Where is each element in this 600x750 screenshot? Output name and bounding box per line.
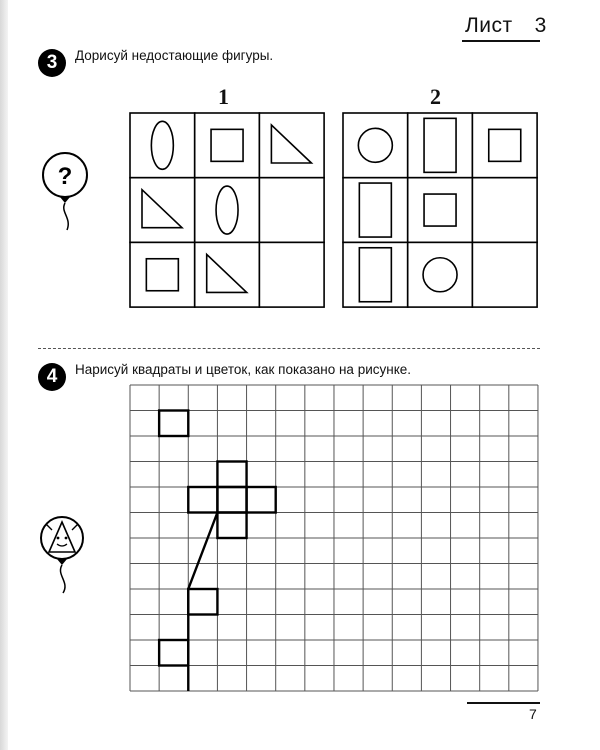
drawn-square bbox=[159, 640, 188, 666]
grid-cell bbox=[408, 242, 473, 307]
grid-1 bbox=[130, 113, 324, 307]
task3-instruction: Дорисуй недостающие фигуры. bbox=[75, 48, 274, 63]
dashed-divider bbox=[38, 348, 540, 349]
grid-cell bbox=[472, 242, 537, 307]
grid1-label: 1 bbox=[218, 84, 229, 109]
grid-cell bbox=[195, 113, 260, 178]
drawn-square bbox=[217, 462, 246, 488]
grid-cell bbox=[130, 242, 195, 307]
grid-cell bbox=[195, 178, 260, 243]
grid2-label: 2 bbox=[430, 84, 441, 109]
drawn-square bbox=[188, 589, 217, 615]
grid-cell bbox=[343, 178, 408, 243]
grid-2 bbox=[343, 113, 537, 307]
grid-cell bbox=[259, 178, 324, 243]
page-number-line bbox=[467, 702, 540, 704]
question-balloon-icon bbox=[43, 153, 87, 230]
page-number: 7 bbox=[529, 706, 537, 722]
grid-cell bbox=[343, 113, 408, 178]
task3-badge: 3 bbox=[38, 49, 66, 77]
svg-text:?: ? bbox=[57, 163, 73, 190]
grid-cell bbox=[259, 242, 324, 307]
grid-cell bbox=[472, 113, 537, 178]
triangle-face-balloon-icon bbox=[41, 517, 83, 593]
drawn-square bbox=[217, 487, 246, 513]
flower-figure bbox=[159, 411, 276, 692]
drawn-square bbox=[247, 487, 276, 513]
drawn-square bbox=[159, 411, 188, 437]
sheet-number: 3 bbox=[534, 14, 547, 37]
flower-stem bbox=[188, 513, 217, 692]
grid-cell bbox=[130, 113, 195, 178]
square-grid bbox=[130, 385, 538, 691]
task4-instruction: Нарисуй квадраты и цветок, как показано на рисунке. bbox=[75, 362, 412, 377]
drawn-square bbox=[188, 487, 217, 513]
grid-cell bbox=[472, 178, 537, 243]
task4-badge: 4 bbox=[38, 363, 66, 391]
grid-cell bbox=[408, 178, 473, 243]
task3-figure-grids bbox=[0, 0, 600, 340]
drawn-square bbox=[217, 513, 246, 539]
sheet-label-text: Лист bbox=[465, 14, 513, 37]
grid-cell bbox=[343, 242, 408, 307]
grid-cell bbox=[408, 113, 473, 178]
